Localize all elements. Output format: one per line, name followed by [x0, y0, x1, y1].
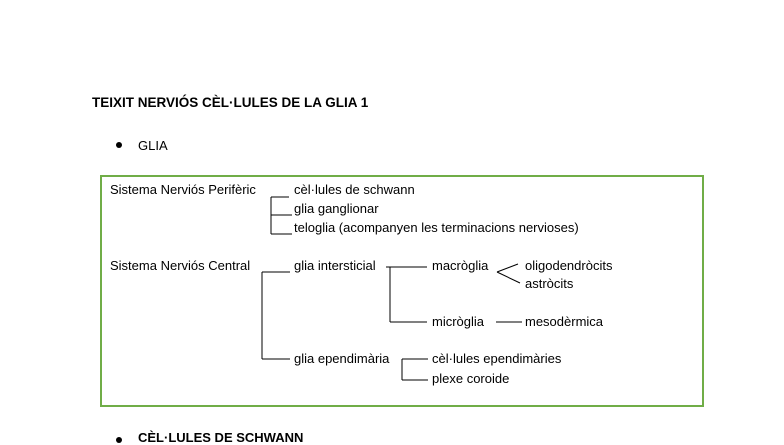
snc-label: Sistema Nerviós Central [110, 258, 251, 273]
snp-child-teloglia: teloglia (acompanyen les terminacions nervioses) [294, 220, 579, 235]
astrocits-label: astròcits [525, 276, 574, 291]
glia-ependimaria-label: glia ependimària [294, 351, 390, 366]
snp-label: Sistema Nerviós Perifèric [110, 182, 256, 197]
snp-child-ganglionar: glia ganglionar [294, 201, 379, 216]
bullet-glia: GLIA [138, 138, 168, 153]
oligodendrocits-label: oligodendròcits [525, 258, 613, 273]
page-title: TEIXIT NERVIÓS CÈL·LULES DE LA GLIA 1 [92, 95, 369, 110]
cellules-ependimaries-label: cèl·lules ependimàries [432, 351, 562, 366]
snp-child-schwann: cèl·lules de schwann [294, 182, 415, 197]
microglia-label: micròglia [432, 314, 485, 329]
mesodermica-label: mesodèrmica [525, 314, 604, 329]
bullet-schwann: CÈL·LULES DE SCHWANN [138, 430, 304, 445]
macroglia-label: macròglia [432, 258, 489, 273]
plexe-coroide-label: plexe coroide [432, 371, 510, 386]
glia-intersticial-label: glia intersticial [294, 258, 376, 273]
bullet-dot [116, 437, 122, 443]
